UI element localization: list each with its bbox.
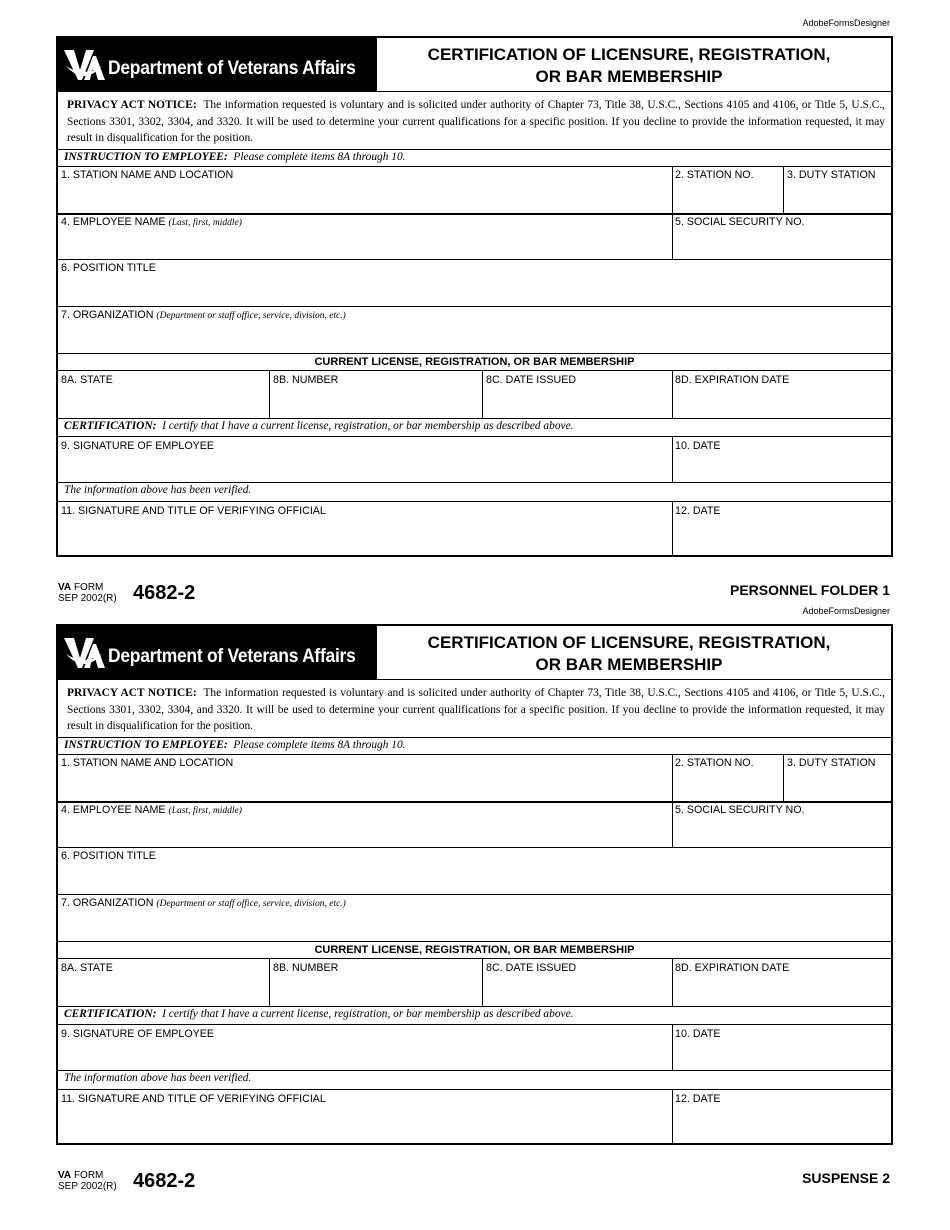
station-no-field[interactable]: 2. STATION NO. — [675, 169, 754, 181]
designer-tag: AdobeFormsDesigner — [802, 606, 890, 616]
department-name: Department of Veterans Affairs — [108, 58, 356, 79]
instruction-heading: INSTRUCTION TO EMPLOYEE: — [64, 739, 228, 751]
form-title-line2: OR BAR MEMBERSHIP — [535, 655, 723, 674]
form-title-line2: OR BAR MEMBERSHIP — [535, 67, 723, 86]
instruction-text: Please complete items 8A through 10. — [233, 739, 406, 751]
certification-text: I certify that I have a current license, registration, or bar membership as described above. — [162, 1008, 574, 1020]
form-title-line1: CERTIFICATION OF LICENSURE, REGISTRATION, — [427, 633, 831, 652]
date10-field[interactable]: 10. DATE — [675, 440, 721, 452]
date12-field[interactable]: 12. DATE — [675, 505, 721, 517]
form-copy-1 — [0, 18, 950, 618]
form-header — [58, 38, 891, 92]
privacy-notice — [67, 97, 885, 147]
instruction-line — [64, 739, 406, 751]
va-seal-icon — [62, 636, 106, 670]
va-logo-block — [58, 626, 377, 679]
certification-heading: CERTIFICATION: — [64, 1008, 157, 1020]
certification-line — [64, 420, 573, 432]
position-title-field[interactable]: 6. POSITION TITLE — [61, 262, 156, 274]
expiration-date-field[interactable]: 8D. EXPIRATION DATE — [675, 962, 790, 974]
verified-text: The information above has been verified. — [64, 484, 252, 496]
form-frame — [56, 36, 893, 557]
certification-line — [64, 1008, 573, 1020]
form-number: 4682-2 — [133, 1170, 196, 1192]
va-form-edition: VA FORM SEP 2002(R) — [58, 582, 117, 604]
number-field[interactable]: 8B. NUMBER — [273, 374, 339, 386]
station-name-field[interactable]: 1. STATION NAME AND LOCATION — [61, 169, 234, 181]
form-title-line1: CERTIFICATION OF LICENSURE, REGISTRATION, — [427, 45, 831, 64]
copy-label: PERSONNEL FOLDER 1 — [730, 582, 890, 598]
official-signature-field[interactable]: 11. SIGNATURE AND TITLE OF VERIFYING OFFICIAL — [61, 505, 326, 517]
va-logo-block — [58, 38, 377, 91]
form-header — [58, 626, 891, 680]
section-title: CURRENT LICENSE, REGISTRATION, OR BAR MEMBERSHIP — [314, 944, 635, 956]
verified-text: The information above has been verified. — [64, 1072, 252, 1084]
organization-field[interactable] — [61, 309, 346, 321]
duty-station-field[interactable]: 3. DUTY STATION — [787, 757, 876, 769]
instruction-heading: INSTRUCTION TO EMPLOYEE: — [64, 151, 228, 163]
certification-text: I certify that I have a current license, registration, or bar membership as described above. — [162, 420, 574, 432]
privacy-heading: PRIVACY ACT NOTICE: — [67, 99, 197, 111]
section-title: CURRENT LICENSE, REGISTRATION, OR BAR MEMBERSHIP — [314, 356, 635, 368]
official-signature-field[interactable]: 11. SIGNATURE AND TITLE OF VERIFYING OFFICIAL — [61, 1093, 326, 1105]
privacy-notice — [67, 685, 885, 735]
station-no-field[interactable]: 2. STATION NO. — [675, 757, 754, 769]
form-frame — [56, 624, 893, 1145]
state-field[interactable]: 8A. STATE — [61, 962, 113, 974]
position-title-field[interactable]: 6. POSITION TITLE — [61, 850, 156, 862]
organization-label: 7. ORGANIZATION — [61, 309, 154, 321]
form-title — [377, 44, 881, 88]
date-issued-field[interactable]: 8C. DATE ISSUED — [486, 962, 577, 974]
department-name: Department of Veterans Affairs — [108, 646, 356, 667]
date10-field[interactable]: 10. DATE — [675, 1028, 721, 1040]
organization-hint: (Department or staff office, service, division, etc.) — [156, 899, 346, 909]
form-title — [377, 632, 881, 676]
date-issued-field[interactable]: 8C. DATE ISSUED — [486, 374, 577, 386]
station-name-field[interactable]: 1. STATION NAME AND LOCATION — [61, 757, 234, 769]
form-footer — [0, 1170, 950, 1206]
form-copy-2 — [0, 606, 950, 1206]
privacy-text: The information requested is voluntary and is solicited under authority of Chapter 73, Title 38, U.S.C., Sections 4105 and 4106, or Title 5, U.S.C., Sections 3301, 3302, 3304, and 3320. It will be used to determine your current qualifications for a specific position. If you decline to provide the information requested, it may result in disqualification for the position. — [67, 99, 885, 144]
organization-label: 7. ORGANIZATION — [61, 897, 154, 909]
employee-signature-field[interactable]: 9. SIGNATURE OF EMPLOYEE — [61, 440, 215, 452]
ssn-field[interactable]: 5. SOCIAL SECURITY NO. — [675, 216, 805, 228]
ssn-field[interactable]: 5. SOCIAL SECURITY NO. — [675, 804, 805, 816]
date12-field[interactable]: 12. DATE — [675, 1093, 721, 1105]
employee-name-field[interactable] — [61, 804, 242, 816]
number-field[interactable]: 8B. NUMBER — [273, 962, 339, 974]
employee-name-label: 4. EMPLOYEE NAME — [61, 216, 166, 228]
form-number: 4682-2 — [133, 582, 196, 604]
employee-name-hint: (Last, first, middle) — [168, 218, 242, 228]
instruction-line — [64, 151, 406, 163]
state-field[interactable]: 8A. STATE — [61, 374, 113, 386]
employee-name-label: 4. EMPLOYEE NAME — [61, 804, 166, 816]
copy-label: SUSPENSE 2 — [802, 1170, 890, 1186]
organization-hint: (Department or staff office, service, division, etc.) — [156, 311, 346, 321]
expiration-date-field[interactable]: 8D. EXPIRATION DATE — [675, 374, 790, 386]
employee-name-field[interactable] — [61, 216, 242, 228]
instruction-text: Please complete items 8A through 10. — [233, 151, 406, 163]
va-seal-icon — [62, 48, 106, 82]
va-form-edition: VA FORM SEP 2002(R) — [58, 1170, 117, 1192]
employee-name-hint: (Last, first, middle) — [168, 806, 242, 816]
employee-signature-field[interactable]: 9. SIGNATURE OF EMPLOYEE — [61, 1028, 215, 1040]
organization-field[interactable] — [61, 897, 346, 909]
privacy-text: The information requested is voluntary and is solicited under authority of Chapter 73, Title 38, U.S.C., Sections 4105 and 4106, or Title 5, U.S.C., Sections 3301, 3302, 3304, and 3320. It will be used to determine your current qualifications for a specific position. If you decline to provide the information requested, it may result in disqualification for the position. — [67, 687, 885, 732]
designer-tag: AdobeFormsDesigner — [802, 18, 890, 28]
certification-heading: CERTIFICATION: — [64, 420, 157, 432]
privacy-heading: PRIVACY ACT NOTICE: — [67, 687, 197, 699]
duty-station-field[interactable]: 3. DUTY STATION — [787, 169, 876, 181]
